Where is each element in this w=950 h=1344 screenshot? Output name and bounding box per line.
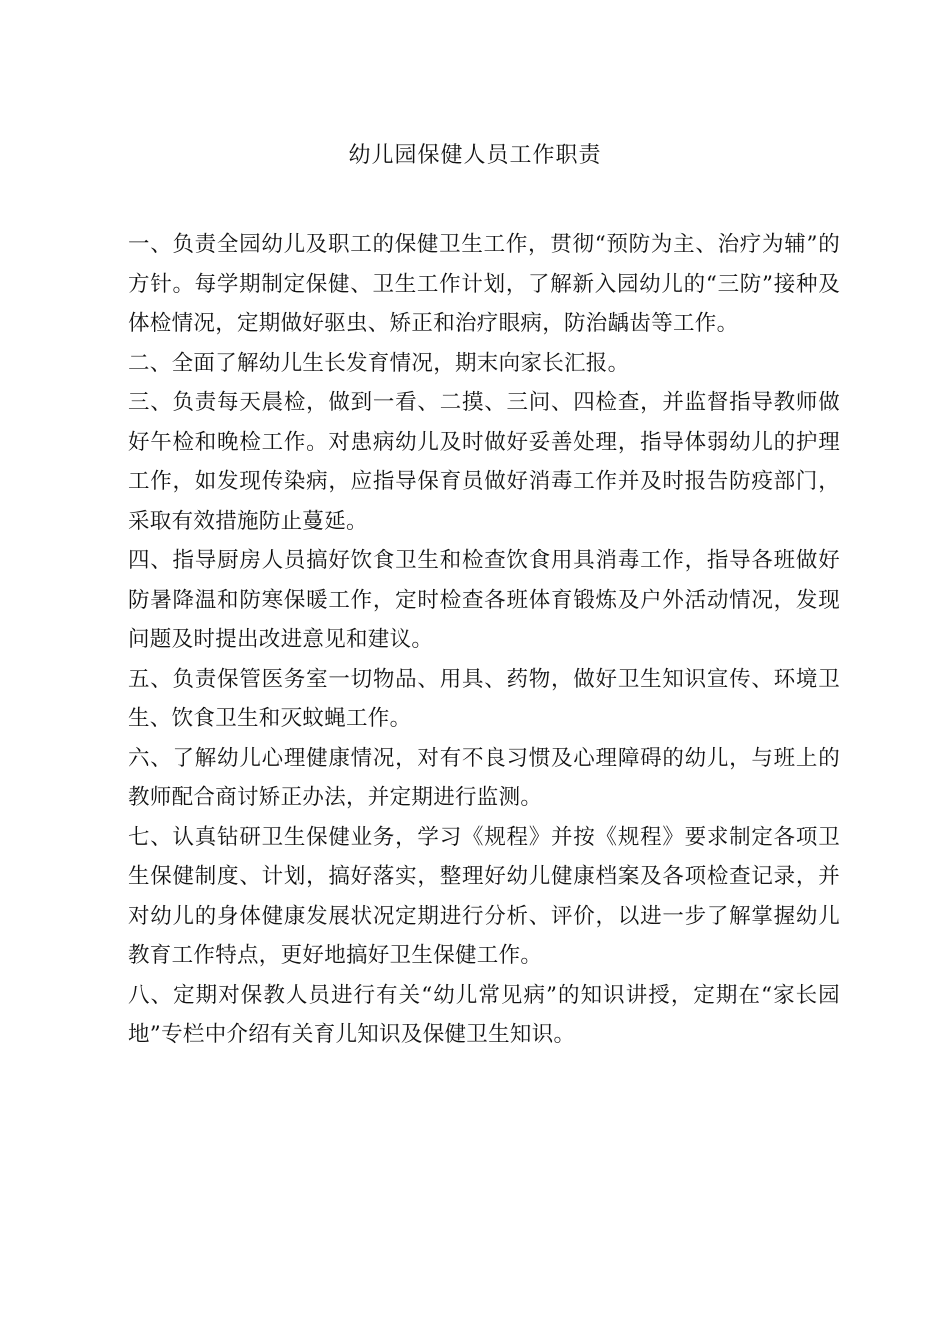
duty-item-2: 二、全面了解幼儿生长发育情况，期末向家长汇报。 — [128, 350, 630, 376]
duty-item-1: 一、负责全园幼儿及职工的保健卫生工作，贯彻“预防为主、治疗为辅”的方针。每学期制定保健、卫生工作计划，了解新入园幼儿的“三防”接种及体检情况，定期做好驱虫、矫正和治疗眼病，防治龋齿等工作。 — [128, 232, 840, 336]
page-title: 幼儿园保健人员工作职责 — [348, 143, 602, 168]
duty-item-4: 四、指导厨房人员搞好饮食卫生和检查饮食用具消毒工作，指导各班做好防暑降温和防寒保暖工作，定时检查各班体育锻炼及户外活动情况，发现问题及时提出改进意见和建议。 — [128, 548, 840, 652]
duty-item-6: 六、了解幼儿心理健康情况，对有不良习惯及心理障碍的幼儿，与班上的教师配合商讨矫正办法，并定期进行监测。 — [128, 745, 840, 810]
duty-item-3: 三、负责每天晨检，做到一看、二摸、三问、四检查，并监督指导教师做好午检和晚检工作。对患病幼儿及时做好妥善处理，指导体弱幼儿的护理工作，如发现传染病，应指导保育员做好消毒工作并及时报告防疫部门，采取有效措施防止蔓延。 — [128, 390, 840, 534]
duty-item-5: 五、负责保管医务室一切物品、用具、药物，做好卫生知识宣传、环境卫生、饮食卫生和灭蚊蝇工作。 — [128, 666, 840, 731]
duty-item-7: 七、认真钻研卫生保健业务，学习《规程》并按《规程》要求制定各项卫生保健制度、计划，搞好落实，整理好幼儿健康档案及各项检查记录，并对幼儿的身体健康发展状况定期进行分析、评价，以进一步了解掌握幼儿教育工作特点，更好地搞好卫生保健工作。 — [128, 824, 840, 968]
duty-list — [128, 225, 840, 1055]
duty-item-8: 八、定期对保教人员进行有关“幼儿常见病”的知识讲授，定期在“家长园地”专栏中介绍有关育儿知识及保健卫生知识。 — [128, 982, 840, 1047]
